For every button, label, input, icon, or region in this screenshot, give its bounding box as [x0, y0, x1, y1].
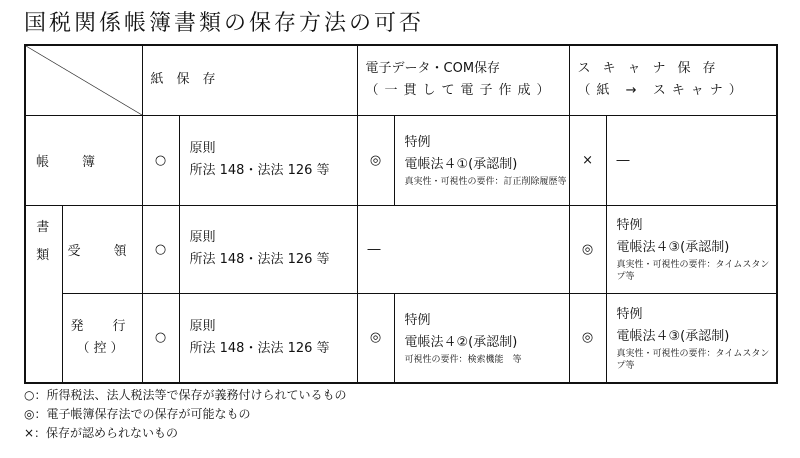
- received-scanner-symbol: ◎: [569, 205, 606, 293]
- row-label-books: 帳 簿: [25, 115, 142, 205]
- books-electronic-symbol: ◎: [357, 115, 394, 205]
- table-row-received: [25, 205, 777, 293]
- header-scanner-line2: （紙 → スキャナ）: [577, 83, 748, 99]
- header-paper: [142, 45, 357, 115]
- received-paper-symbol: ○: [142, 205, 179, 293]
- header-row: [25, 45, 777, 115]
- received-scanner-cell: [606, 205, 777, 293]
- books-scanner-value: ―: [606, 115, 777, 205]
- books-paper-symbol: ○: [142, 115, 179, 205]
- header-electronic-line1: 電子データ・COM保存: [365, 61, 501, 77]
- row-label-issued-line2: （控）: [76, 340, 128, 356]
- issued-scanner-line1: 特例: [616, 306, 643, 322]
- issued-paper-line2: 所法 148・法法 126 等: [189, 340, 330, 356]
- books-electronic-line2: 電帳法４①(承認制): [404, 157, 518, 172]
- books-electronic-cell: [394, 115, 569, 205]
- docs-label-char2: 類: [36, 247, 52, 263]
- issued-electronic-line1: 特例: [404, 312, 431, 328]
- storage-method-table: [24, 44, 778, 384]
- books-paper-line2: 所法 148・法法 126 等: [189, 163, 330, 178]
- legend-notes: [24, 386, 346, 443]
- issued-paper-line1: 原則: [189, 318, 216, 334]
- issued-electronic-symbol: ◎: [357, 293, 394, 383]
- row-label-issued: [62, 293, 142, 383]
- issued-scanner-symbol: ◎: [569, 293, 606, 383]
- issued-electronic-line2: 電帳法４②(承認制): [404, 334, 518, 350]
- page-title: 国税関係帳簿書類の保存方法の可否: [24, 11, 425, 36]
- row-label-issued-line1: 発 行: [70, 318, 134, 334]
- issued-scanner-cell: [606, 293, 777, 383]
- table-row-issued: [25, 293, 777, 383]
- header-paper-label: 紙 保 存: [150, 72, 216, 88]
- books-paper-line1: 原則: [189, 141, 216, 156]
- books-scanner-symbol: ×: [569, 115, 606, 205]
- received-electronic-value: ―: [357, 205, 569, 293]
- row-label-received: 受 領: [62, 205, 142, 293]
- issued-electronic-cell: [394, 293, 569, 383]
- issued-electronic-line3: 可視性の要件：検索機能 等: [404, 354, 522, 365]
- issued-paper-cell: [179, 293, 357, 383]
- books-electronic-line3: 真実性・可視性の要件：訂正削除履歴等: [404, 177, 567, 187]
- books-paper-cell: [179, 115, 357, 205]
- issued-paper-symbol: ○: [142, 293, 179, 383]
- docs-label-char1: 書: [36, 219, 52, 235]
- header-electronic: [357, 45, 569, 115]
- header-electronic-line2: （一貫して電子作成）: [365, 83, 556, 99]
- received-paper-line1: 原則: [189, 230, 216, 245]
- header-scanner: [569, 45, 777, 115]
- books-electronic-line1: 特例: [404, 135, 431, 150]
- received-paper-line2: 所法 148・法法 126 等: [189, 252, 330, 267]
- issued-scanner-line2: 電帳法４③(承認制): [616, 328, 730, 344]
- header-scanner-line1: スキャナ保存: [577, 61, 728, 77]
- note-cross: ×：保存が認められないもの: [24, 426, 179, 440]
- note-circle: ○：所得税法、法人税法等で保存が義務付けられているもの: [24, 388, 347, 402]
- received-paper-cell: [179, 205, 357, 293]
- table-row-books: [25, 115, 777, 205]
- note-double-circle: ◎：電子帳簿保存法での保存が可能なもの: [24, 407, 251, 421]
- corner-diagonal-cell: [25, 45, 142, 115]
- received-scanner-line1: 特例: [616, 218, 643, 233]
- issued-scanner-line3: 真実性・可視性の要件：タイムスタンプ等: [616, 348, 770, 371]
- docs-label-cell: [25, 205, 62, 383]
- received-scanner-line2: 電帳法４③(承認制): [616, 240, 730, 255]
- received-scanner-line3: 真実性・可視性の要件：タイムスタンプ等: [616, 260, 770, 282]
